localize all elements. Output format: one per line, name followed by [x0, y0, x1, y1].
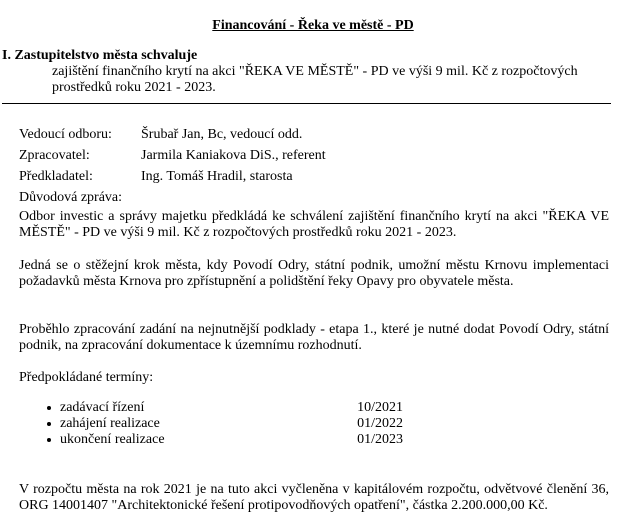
bullet-icon: [47, 422, 51, 426]
field-row-submitter: [19, 166, 619, 187]
field-value: Jarmila Kaniakova DiS., referent: [141, 148, 326, 163]
field-row-processor: [19, 145, 619, 166]
field-label: Předkladatel:: [19, 169, 93, 184]
report-paragraph: Proběhlo zpracování zadání na nejnutnější podklady - etapa 1., které je nutné dodat Povodí Odry, státní podnik, na zpracování dokumentace k územnímu rozhodnutí.: [19, 322, 609, 353]
term-date: 01/2022: [357, 416, 403, 431]
field-label: Důvodová zpráva:: [19, 190, 123, 205]
bullet-icon: [47, 406, 51, 410]
metadata-fields: [19, 124, 619, 208]
resolution-heading: I. Zastupitelstvo města schvaluje: [2, 48, 198, 63]
document-title: Financování - Řeka ve městě - PD: [212, 18, 414, 33]
field-value: Šrubař Jan, Bc, vedoucí odd.: [141, 127, 303, 142]
field-row-explanatory-report: [19, 187, 619, 208]
section-divider: [2, 103, 611, 104]
field-value: Ing. Tomáš Hradil, starosta: [141, 169, 293, 184]
term-date: 10/2021: [357, 400, 403, 415]
list-item: [47, 416, 467, 432]
report-paragraph: Jedná se o stěžejní krok města, kdy Povodí Odry, státní podnik, umožní městu Krnovu implementaci požadavků města Krnova pro zpřístupnění a polidštění řeky Opavy pro obyvatele města.: [19, 258, 609, 289]
term-date: 01/2023: [357, 432, 403, 447]
field-row-department-head: [19, 124, 619, 145]
resolution-section: [2, 48, 622, 96]
term-label: zahájení realizace: [60, 416, 160, 431]
list-item: [47, 400, 467, 416]
report-paragraph: Odbor investic a správy majetku předkládá ke schválení zajištění finančního krytí na akci "ŘEKA VE MĚSTĚ" - PD ve výši 9 mil. Kč z rozpočtových prostředků roku 2021 - 2023.: [19, 209, 609, 240]
terms-list: [47, 400, 467, 448]
term-label: zadávací řízení: [60, 400, 145, 415]
resolution-text: zajištění finančního krytí na akci "ŘEKA VE MĚSTĚ" - PD ve výši 9 mil. Kč z rozpočtových prostředků roku 2021 - 2023.: [52, 64, 578, 95]
list-item: [47, 432, 467, 448]
bullet-icon: [47, 438, 51, 442]
field-label: Zpracovatel:: [19, 148, 90, 163]
field-label: Vedoucí odboru:: [19, 127, 112, 142]
terms-heading: Předpokládané termíny:: [19, 370, 154, 385]
report-paragraph: V rozpočtu města na rok 2021 je na tuto akci vyčleněna v kapitálovém rozpočtu, odvětvové členění 36, ORG 14001407 "Architektonické řešení protipovodňových opatření", částka 2.200.000,00 Kč.: [19, 482, 609, 513]
term-label: ukončení realizace: [60, 432, 165, 447]
